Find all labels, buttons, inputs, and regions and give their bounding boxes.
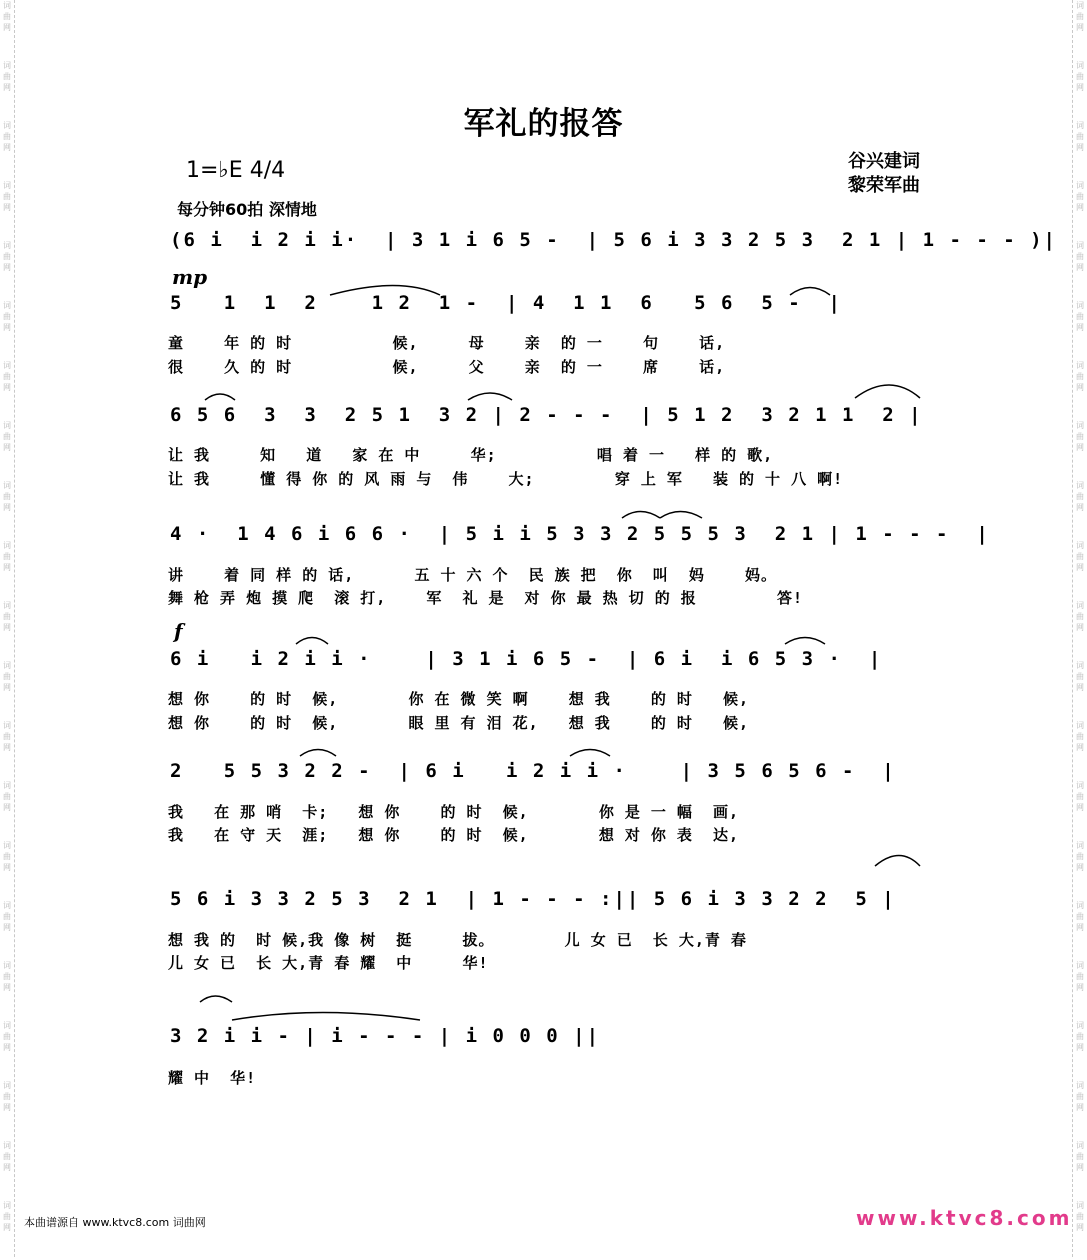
edge-watermark-text: 词 曲 网: [3, 421, 11, 452]
edge-watermark-text: 词 曲 网: [3, 121, 11, 152]
edge-watermark-text: 词 曲 网: [1076, 661, 1084, 692]
edge-watermark-text: 词 曲 网: [1076, 1141, 1084, 1172]
edge-watermark-text: 词 曲 网: [3, 481, 11, 512]
lyric-line-3b: 让 我 懂 得 你 的 风 雨 与 伟 大; 穿 上 军 装 的 十 八 啊!: [168, 470, 844, 488]
slur: [875, 856, 920, 867]
edge-watermark-text: 词 曲 网: [3, 1141, 11, 1172]
slur: [232, 1013, 420, 1021]
edge-watermark-text: 词 曲 网: [1076, 541, 1084, 572]
edge-watermark-text: 词 曲 网: [3, 301, 11, 332]
edge-watermark-text: 词 曲 网: [3, 1081, 11, 1112]
music-line-8: 3 2 i i - | i - - - | i 0 0 0 ||: [170, 1025, 601, 1047]
footer-source: 本曲谱源自 www.ktvc8.com 词曲网: [24, 1216, 206, 1229]
lyric-line-6b: 我 在 守 天 涯; 想 你 的 时 候, 想 对 你 表 达,: [168, 826, 740, 844]
lyric-line-7a: 想 我 的 时 候,我 像 树 挺 拔。 儿 女 已 长 大,青 春: [168, 931, 747, 949]
slur: [855, 385, 920, 398]
music-line-5: 6 i i 2 i i · | 3 1 i 6 5 - | 6 i i 6 5 3 · |: [170, 648, 883, 670]
edge-watermark-text: 词 曲 网: [1076, 361, 1084, 392]
edge-watermark-text: 词 曲 网: [1076, 901, 1084, 932]
edge-watermark-text: 词 曲 网: [1076, 301, 1084, 332]
slur: [468, 393, 512, 400]
dynamic-mp: mp: [172, 265, 208, 289]
edge-watermark-text: 词 曲 网: [1076, 601, 1084, 632]
edge-watermark-text: 词 曲 网: [3, 901, 11, 932]
site-logo: [856, 1206, 1072, 1230]
lyricist-credit: 谷兴建词: [848, 151, 920, 172]
lyric-line-8a: 耀 中 华!: [168, 1069, 257, 1087]
edge-watermark-text: 词 曲 网: [1076, 841, 1084, 872]
lyric-line-3a: 让 我 知 道 家 在 中 华; 唱 着 一 样 的 歌,: [168, 446, 774, 464]
edge-watermark-text: 词 曲 网: [3, 61, 11, 92]
tempo-marking: 每分钟60拍 深情地: [177, 200, 317, 219]
lyric-line-6a: 我 在 那 哨 卡; 想 你 的 时 候, 你 是 一 幅 画,: [168, 803, 740, 821]
edge-watermark-text: 词 曲 网: [1076, 181, 1084, 212]
edge-watermark-text: 词 曲 网: [3, 961, 11, 992]
edge-watermark-text: 词 曲 网: [1076, 781, 1084, 812]
composer-credit: 黎荣军曲: [848, 175, 920, 196]
slur: [790, 288, 830, 296]
site-logo-text: www.ktvc8.com: [856, 1206, 1073, 1230]
edge-watermark-text: 词 曲 网: [1076, 1, 1084, 32]
slur: [296, 638, 328, 645]
music-line-7: 5 6 i 3 3 2 5 3 2 1 | 1 - - - :|| 5 6 i 3 3 2 2 5 |: [170, 888, 896, 910]
lyric-line-5b: 想 你 的 时 候, 眼 里 有 泪 花, 想 我 的 时 候,: [168, 714, 750, 732]
slur: [205, 394, 235, 400]
edge-watermark-text: 词 曲 网: [1076, 1081, 1084, 1112]
slur: [785, 638, 825, 645]
slur: [660, 512, 702, 519]
lyric-line-5a: 想 你 的 时 候, 你 在 微 笑 啊 想 我 的 时 候,: [168, 690, 750, 708]
lyric-line-4a: 讲 着 同 样 的 话, 五 十 六 个 民 族 把 你 叫 妈 妈。: [168, 566, 777, 584]
slur: [330, 286, 440, 296]
music-line-1: (6 i i 2 i i· | 3 1 i 6 5 - | 5 6 i 3 3 2 5 3 2 1 | 1 - - - )|: [170, 229, 1057, 251]
edge-watermark-text: 词 曲 网: [3, 781, 11, 812]
dynamic-f: f: [174, 619, 183, 643]
edge-watermark-text: 词 曲 网: [3, 241, 11, 272]
edge-watermark-text: 词 曲 网: [3, 1201, 11, 1232]
edge-watermark-text: 词 曲 网: [3, 601, 11, 632]
key-signature: 1=♭E 4/4: [186, 158, 286, 183]
edge-watermark-text: 词 曲 网: [1076, 241, 1084, 272]
edge-watermark-text: 词 曲 网: [1076, 1021, 1084, 1052]
edge-watermark-text: 词 曲 网: [3, 721, 11, 752]
music-line-3: 6 5 6 3 3 2 5 1 3 2 | 2 - - - | 5 1 2 3 2 1 1 2 |: [170, 404, 923, 426]
edge-watermark-text: 词 曲 网: [3, 1, 11, 32]
music-line-4: 4 · 1 4 6 i 6 6 · | 5 i i 5 3 3 2 5 5 5 3 2 1 | 1 - - - |: [170, 523, 990, 545]
slur: [622, 512, 660, 519]
edge-watermark-text: 词 曲 网: [3, 1021, 11, 1052]
edge-watermark-text: 词 曲 网: [1076, 481, 1084, 512]
song-title: 军礼的报答: [463, 106, 624, 142]
edge-watermark-text: 词 曲 网: [3, 181, 11, 212]
edge-watermark-text: 词 曲 网: [1076, 61, 1084, 92]
lyric-line-7b: 儿 女 已 长 大,青 春 耀 中 华!: [168, 954, 489, 972]
edge-watermark-text: 词 曲 网: [1076, 1201, 1084, 1232]
edge-watermark-text: 词 曲 网: [3, 361, 11, 392]
edge-watermark-text: 词 曲 网: [1076, 121, 1084, 152]
edge-watermark-text: 词 曲 网: [1076, 721, 1084, 752]
edge-watermark-text: 词 曲 网: [1076, 961, 1084, 992]
music-line-2: 5 1 1 2 1 2 1 - | 4 1 1 6 5 6 5 - |: [170, 292, 842, 314]
slur: [200, 996, 232, 1002]
edge-watermark-text: 词 曲 网: [3, 841, 11, 872]
edge-watermark-text: 词 曲 网: [3, 661, 11, 692]
slur: [570, 750, 610, 757]
lyric-line-2a: 童 年 的 时 候, 母 亲 的 一 句 话,: [168, 334, 726, 352]
edge-watermark-text: 词 曲 网: [3, 541, 11, 572]
slur: [300, 750, 336, 757]
lyric-line-2b: 很 久 的 时 候, 父 亲 的 一 席 话,: [168, 358, 726, 376]
edge-watermark-text: 词 曲 网: [1076, 421, 1084, 452]
music-line-6: 2 5 5 3 2 2 - | 6 i i 2 i i · | 3 5 6 5 6 - |: [170, 760, 896, 782]
lyric-line-4b: 舞 枪 弄 炮 摸 爬 滚 打, 军 礼 是 对 你 最 热 切 的 报 答!: [168, 589, 804, 607]
